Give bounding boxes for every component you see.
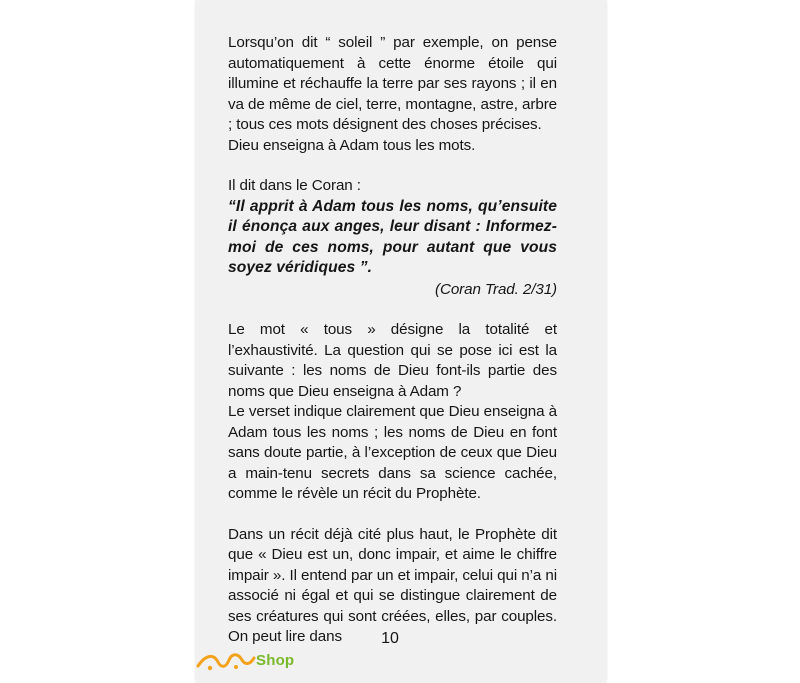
paragraph-verset: Le verset indique clairement que Dieu enseigna à Adam tous les noms ; les noms de Dieu en font sans doute partie, à l’exception de ceux que Dieu a main-tenu secrets dans sa science cachée, comme le révèle un récit du Prophète. — [228, 403, 557, 502]
quran-verse: “Il apprit à Adam tous les noms, qu’ensuite il énonça aux anges, leur disant : Informez-moi de ces noms, pour autant que vous soyez véridiques ”. — [228, 197, 557, 276]
page-text — [228, 33, 557, 648]
verse-reference: (Coran Trad. 2/31) — [435, 280, 557, 298]
paragraph-coran-intro: Il dit dans le Coran : — [228, 177, 361, 194]
logo-swirl-icon — [196, 648, 258, 674]
page-number: 10 — [381, 630, 399, 647]
logo-shop-text: Shop — [256, 652, 295, 669]
paragraph-gap — [228, 505, 557, 525]
paragraph-gap — [228, 156, 557, 176]
paragraph-soleil: Lorsqu’on dit “ soleil ” par exemple, on pense automatiquement à cette énorme étoile qui illumine et réchauffe la terre par ses rayons ; il en va de même de ciel, terre, montagne, astre, arbre ; tous ces mots désignent des choses précises. — [228, 34, 557, 133]
paragraph-tous: Le mot « tous » désigne la totalité et l’exhaustivité. La question qui se pose ici est la suivante : les noms de Dieu font-ils partie des noms que Dieu enseigna à Adam ? — [228, 321, 557, 400]
shop-logo — [196, 648, 326, 678]
paragraph-adam-mots: Dieu enseigna à Adam tous les mots. — [228, 136, 476, 154]
paragraph-gap — [228, 300, 557, 320]
paragraph-recit: Dans un récit déjà cité plus haut, le Prophète dit que « Dieu est un, donc impair, et aime le chiffre impair ». Il entend par un et impair, celui qui n’a ni associé ni égal et qui se distingue clairement de ses créatures qui sont créées, elles, par couples. On peut lire dans — [228, 525, 557, 645]
